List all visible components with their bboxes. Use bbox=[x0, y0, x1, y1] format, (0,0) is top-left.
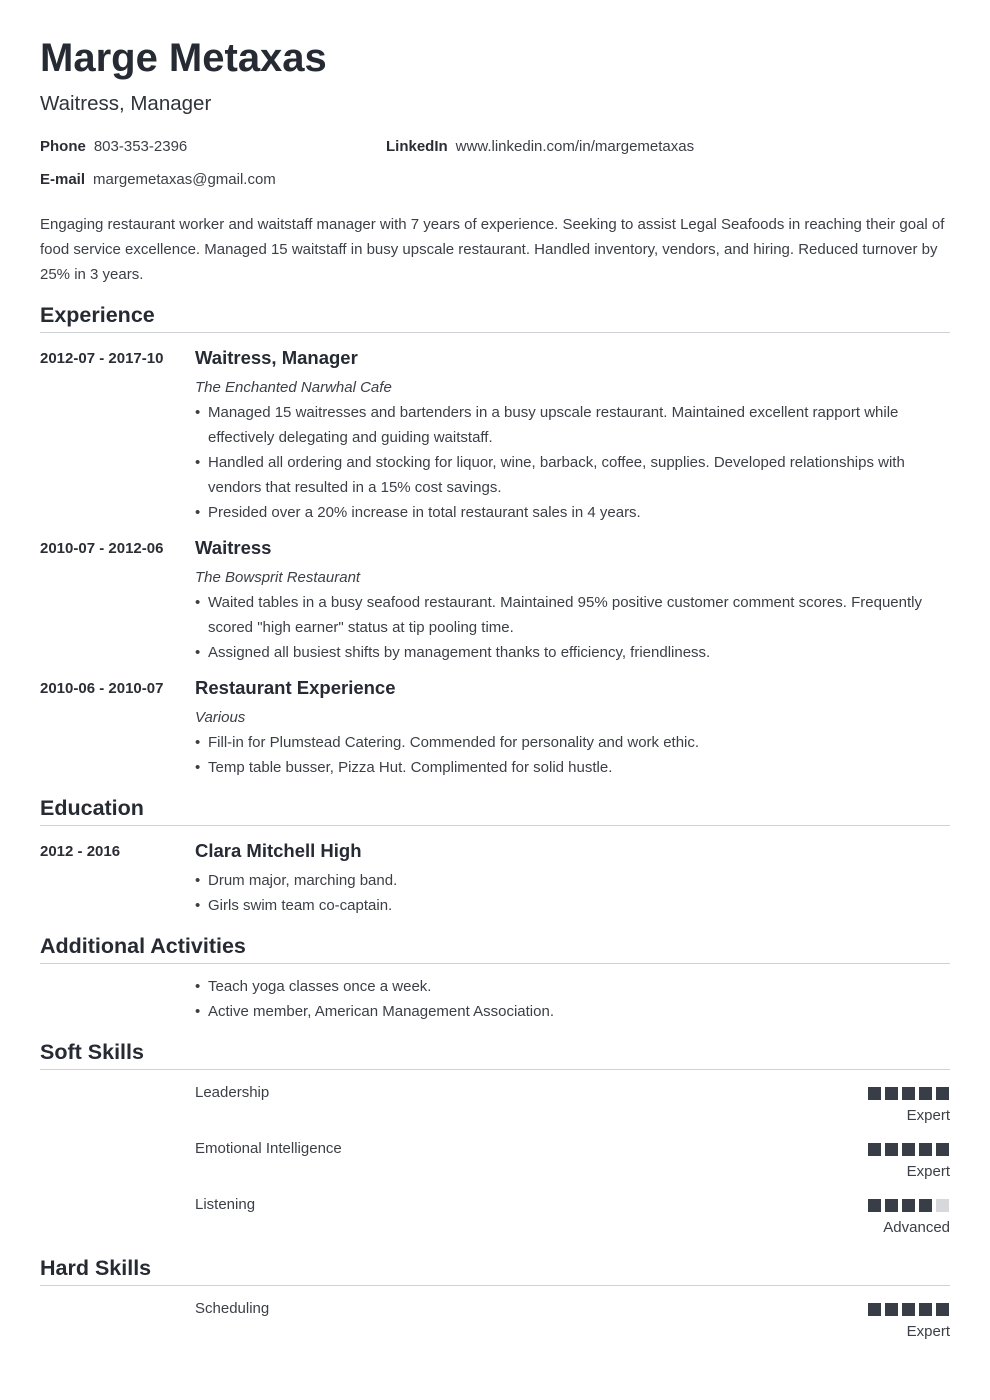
email-value[interactable]: margemetaxas@gmail.com bbox=[93, 171, 276, 188]
rating-square-filled bbox=[919, 1087, 932, 1100]
rating-square-filled bbox=[919, 1199, 932, 1212]
rating-square-filled bbox=[902, 1143, 915, 1156]
rating-square-filled bbox=[902, 1303, 915, 1316]
skill-rating bbox=[868, 1199, 949, 1212]
phone-label: Phone bbox=[40, 138, 86, 155]
rating-square-filled bbox=[936, 1087, 949, 1100]
skill-name: Scheduling bbox=[195, 1300, 270, 1317]
profile-summary: Engaging restaurant worker and waitstaff manager with 7 years of experience. Seeking to assist Legal Seafoods in reaching their goal of food service excellence. Managed 15 waitstaff in busy upscale restaurant. Handled inventory, vendors, and hiring. Reduced turnover by 25% in 3 years. bbox=[40, 216, 945, 283]
linkedin-value[interactable]: www.linkedin.com/in/margemetaxas bbox=[455, 138, 695, 155]
rating-square-filled bbox=[902, 1087, 915, 1100]
experience-dates: 2010-06 - 2010-07 bbox=[40, 680, 164, 697]
experience-company: Various bbox=[195, 709, 246, 726]
activities-list bbox=[195, 974, 950, 1024]
rating-square-filled bbox=[885, 1303, 898, 1316]
experience-title: Waitress bbox=[195, 537, 272, 558]
rating-square-filled bbox=[919, 1143, 932, 1156]
experience-title: Restaurant Experience bbox=[195, 677, 396, 698]
experience-dates: 2010-07 - 2012-06 bbox=[40, 540, 164, 557]
section-divider bbox=[40, 1069, 950, 1070]
phone-value: 803-353-2396 bbox=[93, 138, 188, 155]
experience-bullets bbox=[195, 400, 950, 525]
skill-level: Expert bbox=[906, 1163, 950, 1180]
email-label: E-mail bbox=[40, 171, 86, 188]
skill-rating bbox=[868, 1303, 949, 1316]
section-title-soft-skills: Soft Skills bbox=[40, 1040, 144, 1064]
list-item: • Drum major, marching band. bbox=[195, 868, 950, 893]
skill-level: Expert bbox=[906, 1107, 950, 1124]
section-divider bbox=[40, 963, 950, 964]
linkedin-label: LinkedIn bbox=[386, 138, 448, 155]
contact-email bbox=[40, 171, 276, 188]
section-divider bbox=[40, 1285, 950, 1286]
experience-bullets bbox=[195, 730, 950, 780]
skill-name: Leadership bbox=[195, 1084, 270, 1101]
skill-name: Emotional Intelligence bbox=[195, 1140, 342, 1157]
rating-square-filled bbox=[936, 1303, 949, 1316]
list-item: • Waited tables in a busy seafood restaurant. Maintained 95% positive customer comment scores. Frequently scored "high earner" status at tip pooling time. bbox=[195, 590, 950, 640]
skill-rating bbox=[868, 1087, 949, 1100]
skill-name: Listening bbox=[195, 1196, 256, 1213]
list-item: • Girls swim team co-captain. bbox=[195, 893, 950, 918]
candidate-role: Waitress, Manager bbox=[40, 92, 212, 115]
experience-bullets bbox=[195, 590, 950, 665]
rating-square-filled bbox=[885, 1143, 898, 1156]
list-item: • Teach yoga classes once a week. bbox=[195, 974, 950, 999]
section-divider bbox=[40, 825, 950, 826]
section-divider bbox=[40, 332, 950, 333]
list-item: • Presided over a 20% increase in total restaurant sales in 4 years. bbox=[195, 500, 950, 525]
contact-linkedin bbox=[386, 138, 694, 155]
experience-dates: 2012-07 - 2017-10 bbox=[40, 350, 164, 367]
section-title-experience: Experience bbox=[40, 303, 155, 327]
section-title-education: Education bbox=[40, 796, 144, 820]
skill-level: Expert bbox=[906, 1323, 950, 1340]
rating-square-filled bbox=[885, 1087, 898, 1100]
rating-square-filled bbox=[868, 1143, 881, 1156]
list-item: • Assigned all busiest shifts by management thanks to efficiency, friendliness. bbox=[195, 640, 950, 665]
contact-phone bbox=[40, 138, 187, 155]
rating-square-filled bbox=[868, 1087, 881, 1100]
experience-company: The Enchanted Narwhal Cafe bbox=[195, 379, 392, 396]
rating-square-filled bbox=[868, 1199, 881, 1212]
section-title-hard-skills: Hard Skills bbox=[40, 1256, 152, 1280]
section-title-activities: Additional Activities bbox=[40, 934, 246, 958]
experience-title: Waitress, Manager bbox=[195, 347, 358, 368]
education-bullets bbox=[195, 868, 950, 918]
rating-square-filled bbox=[885, 1199, 898, 1212]
rating-square-filled bbox=[919, 1303, 932, 1316]
list-item: • Managed 15 waitresses and bartenders in a busy upscale restaurant. Maintained excellent rapport while effectively delegating and guiding waitstaff. bbox=[195, 400, 950, 450]
education-school: Clara Mitchell High bbox=[195, 840, 362, 861]
rating-square-empty bbox=[936, 1199, 949, 1212]
list-item: • Active member, American Management Association. bbox=[195, 999, 950, 1024]
list-item: • Handled all ordering and stocking for liquor, wine, barback, coffee, supplies. Developed relationships with vendors that resulted in a 15% cost savings. bbox=[195, 450, 950, 500]
skill-level: Advanced bbox=[883, 1219, 950, 1236]
rating-square-filled bbox=[936, 1143, 949, 1156]
candidate-name: Marge Metaxas bbox=[40, 36, 327, 80]
list-item: • Fill-in for Plumstead Catering. Commended for personality and work ethic. bbox=[195, 730, 950, 755]
rating-square-filled bbox=[902, 1199, 915, 1212]
education-dates: 2012 - 2016 bbox=[40, 843, 121, 860]
list-item: • Temp table busser, Pizza Hut. Complimented for solid hustle. bbox=[195, 755, 950, 780]
skill-rating bbox=[868, 1143, 949, 1156]
experience-company: The Bowsprit Restaurant bbox=[195, 569, 361, 586]
rating-square-filled bbox=[868, 1303, 881, 1316]
